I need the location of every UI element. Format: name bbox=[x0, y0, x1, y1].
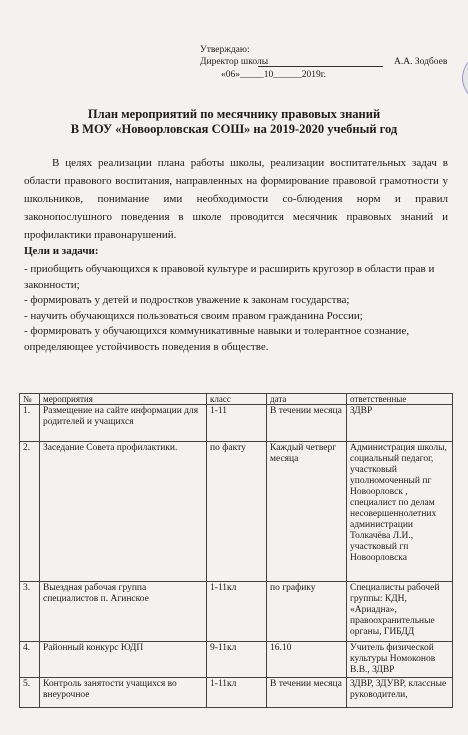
row-date: по графику bbox=[267, 582, 347, 642]
row-event: Выездная рабочая группа специалистов п. Агинское bbox=[40, 582, 207, 642]
row-number: 5. bbox=[20, 678, 40, 708]
document-title-line2: В МОУ «Новоорловская СОШ» на 2019-2020 учебный год bbox=[70, 122, 398, 136]
header-class: класс bbox=[207, 394, 267, 405]
intro-paragraph: В целях реализации плана работы школы, реализации воспитательных задач в области правового воспитания, направленных на формирование правовой грамотности у школьников, понимание ими необходимости со-блюдения норм и правил законопослушного поведения в школе проводится месячник правовых знаний и профилактики правонарушений. bbox=[24, 157, 448, 241]
row-responsible: Учитель физической культуры Номоконов В.В., ЗДВР bbox=[347, 642, 453, 678]
row-class: 9-11кл bbox=[207, 642, 267, 678]
header-number: № bbox=[20, 394, 40, 405]
events-table bbox=[19, 393, 453, 708]
header-responsible: ответственные bbox=[347, 394, 453, 405]
row-date: 16.10 bbox=[267, 642, 347, 678]
row-number: 3. bbox=[20, 582, 40, 642]
row-class: 1-11кл bbox=[207, 678, 267, 708]
row-responsible: Администрация школы, социальный педагог, участковый уполномоченный пг Новоорловск , специалист по делам несовершеннолетних администрации Толкачёва Л.И., участковый гп Новоорловска bbox=[347, 442, 453, 582]
row-number: 1. bbox=[20, 405, 40, 442]
table-row bbox=[20, 642, 453, 678]
goal-item: - научить обучающихся пользоваться своим правом гражданина России; bbox=[24, 309, 363, 322]
table-row bbox=[20, 442, 453, 582]
approval-date: «06»_____10______2019г. bbox=[221, 70, 326, 80]
row-responsible: ЗДВР, ЗДУВР, классные руководители, bbox=[347, 678, 453, 708]
signature-line bbox=[258, 66, 383, 67]
row-date: Каждый четверг месяца bbox=[267, 442, 347, 582]
table-header-row bbox=[20, 394, 453, 405]
director-label: Директор школы bbox=[200, 57, 269, 67]
row-class: по факту bbox=[207, 442, 267, 582]
goal-item: - приобщить обучающихся к правовой культуре и расширить кругозор в области прав и законности; bbox=[24, 263, 435, 291]
document-title-line1: План мероприятий по месячнику правовых знаний bbox=[87, 107, 381, 121]
table-row bbox=[20, 405, 453, 442]
row-event: Размещение на сайте информации для родителей и учащихся bbox=[40, 405, 207, 442]
header-date: дата bbox=[267, 394, 347, 405]
goal-item: - формировать у детей и подростков уважение к законам государства; bbox=[24, 294, 350, 307]
school-stamp bbox=[462, 44, 468, 112]
table-row bbox=[20, 678, 453, 708]
director-name: А.А. Зодбоев bbox=[394, 57, 448, 67]
row-responsible: Специалисты рабочей группы: КДН, «Ариадна», правоохранительные органы, ГИБДД bbox=[347, 582, 453, 642]
row-date: В течении месяца bbox=[267, 678, 347, 708]
goals-heading: Цели и задачи: bbox=[24, 245, 99, 257]
header-event: мероприятия bbox=[40, 394, 207, 405]
row-event: Контроль занятости учащихся во внеурочное bbox=[40, 678, 207, 708]
row-responsible: ЗДВР bbox=[347, 405, 453, 442]
row-class: 1-11 bbox=[207, 405, 267, 442]
row-number: 2. bbox=[20, 442, 40, 582]
goals-list bbox=[24, 262, 454, 356]
row-number: 4. bbox=[20, 642, 40, 678]
table-row bbox=[20, 582, 453, 642]
goal-item: - формировать у обучающихся коммуникативные навыки и толерантное сознание, определяющее устойчивость поведения в обществе. bbox=[24, 325, 410, 353]
row-date: В течении месяца bbox=[267, 405, 347, 442]
row-event: Заседание Совета профилактики. bbox=[40, 442, 207, 582]
row-event: Районный конкурс ЮДП bbox=[40, 642, 207, 678]
approved-label: Утверждаю: bbox=[200, 45, 250, 55]
row-class: 1-11кл bbox=[207, 582, 267, 642]
